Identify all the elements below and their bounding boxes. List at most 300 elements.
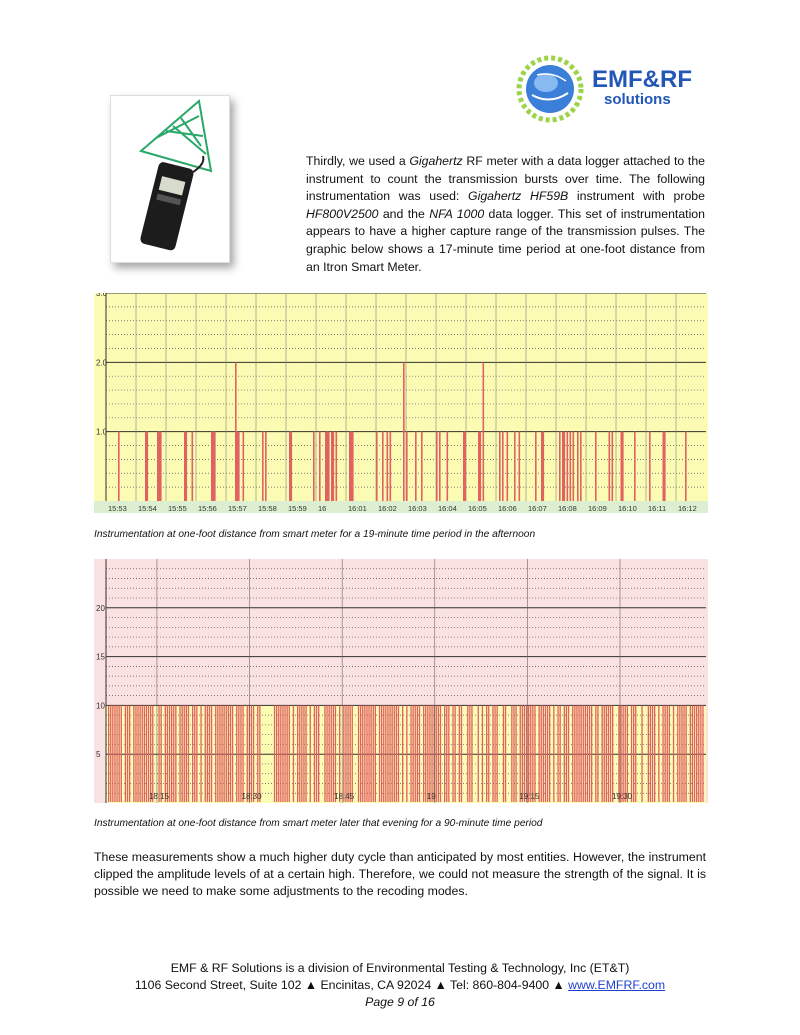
pulse-bar bbox=[303, 705, 304, 802]
pulse-bar bbox=[589, 705, 590, 802]
pulse-bar bbox=[461, 705, 462, 802]
pulse-bar bbox=[505, 705, 506, 802]
x-tick-label: 16:03 bbox=[408, 504, 427, 513]
pulse-bar bbox=[230, 705, 231, 802]
pulse-bar bbox=[627, 705, 628, 802]
y-tick-label: 1.0 bbox=[96, 427, 108, 437]
pulse-bar bbox=[319, 432, 321, 501]
pulse-bar bbox=[335, 705, 336, 802]
pulse-bar bbox=[368, 705, 369, 802]
pulse-bar bbox=[403, 362, 405, 501]
pulse-bar bbox=[119, 705, 120, 802]
x-tick-label: 18:15 bbox=[148, 792, 169, 801]
pulse-bar bbox=[352, 432, 354, 501]
pulse-bar bbox=[333, 705, 334, 802]
pulse-bar bbox=[387, 432, 389, 501]
x-tick-label: 19:15 bbox=[519, 792, 540, 801]
pulse-bar bbox=[158, 705, 159, 802]
pulse-bar bbox=[522, 705, 523, 802]
pulse-bar bbox=[240, 705, 241, 802]
pulse-bar bbox=[375, 705, 376, 802]
pulse-bar bbox=[169, 705, 170, 802]
pulse-bar bbox=[228, 705, 229, 802]
pulse-bar bbox=[669, 705, 670, 802]
pulse-bar bbox=[543, 432, 545, 501]
pulse-bar bbox=[328, 432, 330, 501]
pulse-bar bbox=[318, 705, 319, 802]
pulse-bar bbox=[436, 705, 437, 802]
x-tick-label: 16 bbox=[318, 504, 327, 513]
pulse-bar bbox=[609, 432, 611, 501]
pulse-bar bbox=[383, 705, 384, 802]
pulse-bar bbox=[211, 432, 213, 501]
pulse-bar bbox=[110, 705, 111, 802]
pulse-bar bbox=[679, 705, 680, 802]
pulse-bar bbox=[431, 705, 432, 802]
pulse-bar bbox=[314, 705, 315, 802]
x-tick-label: 16:12 bbox=[678, 504, 697, 513]
pulse-bar bbox=[559, 432, 561, 501]
pulse-bar bbox=[108, 705, 109, 802]
y-tick-label: 15 bbox=[96, 652, 105, 662]
pulse-bar bbox=[648, 705, 649, 802]
pulse-bar bbox=[634, 432, 636, 501]
x-tick-label: 16:05 bbox=[468, 504, 487, 513]
pulse-bar bbox=[392, 705, 393, 802]
pulse-bar bbox=[597, 705, 598, 802]
pulse-bar bbox=[121, 705, 122, 802]
pulse-bar bbox=[305, 705, 306, 802]
pulse-bar bbox=[455, 705, 456, 802]
pulse-bar bbox=[192, 705, 193, 802]
pulse-bar bbox=[448, 705, 449, 802]
pulse-bar bbox=[402, 705, 403, 802]
pulse-bar bbox=[211, 705, 212, 802]
pulse-bar bbox=[513, 705, 514, 802]
instrument-name: Gigahertz HF59B bbox=[468, 189, 569, 204]
pulse-bar bbox=[478, 705, 479, 802]
pulse-bar bbox=[243, 432, 245, 501]
pulse-bar bbox=[564, 705, 565, 802]
pulse-bar bbox=[259, 705, 260, 802]
pulse-bar bbox=[427, 705, 428, 802]
pulse-bar bbox=[459, 705, 460, 802]
pulse-bar bbox=[186, 705, 187, 802]
pulse-bar bbox=[532, 705, 533, 802]
pulse-bar bbox=[421, 432, 423, 501]
pulse-bar bbox=[410, 705, 411, 802]
pulse-bar bbox=[262, 432, 264, 501]
pulse-bar bbox=[301, 705, 302, 802]
pulse-bar bbox=[553, 705, 554, 802]
pulse-bar bbox=[541, 432, 543, 501]
pulse-bar bbox=[622, 432, 624, 501]
pulse-bar bbox=[425, 705, 426, 802]
pulse-bar bbox=[276, 705, 277, 802]
pulse-bar bbox=[333, 432, 335, 501]
pulse-bar bbox=[568, 705, 569, 802]
pulse-bar bbox=[129, 705, 130, 802]
footer-address: 1106 Second Street, Suite 102 ▲ Encinitas, CA 92024 ▲ Tel: 860-804-9400 ▲ www.EMFRF.com bbox=[134, 978, 666, 992]
pulse-bar bbox=[207, 705, 208, 802]
pulse-bar bbox=[140, 705, 141, 802]
chart-evening bbox=[94, 559, 708, 803]
pulse-bar bbox=[373, 705, 374, 802]
pulse-bar bbox=[188, 705, 189, 802]
pulse-bar bbox=[159, 432, 161, 501]
x-tick-label: 16:02 bbox=[378, 504, 397, 513]
pulse-bar bbox=[519, 432, 521, 501]
x-tick-label: 16:11 bbox=[648, 504, 667, 513]
pulse-bar bbox=[297, 705, 298, 802]
pulse-bar bbox=[650, 705, 651, 802]
pulse-bar bbox=[520, 705, 521, 802]
pulse-bar bbox=[696, 705, 697, 802]
pulse-bar bbox=[578, 705, 579, 802]
pulse-bar bbox=[566, 705, 567, 802]
pulse-bar bbox=[165, 705, 166, 802]
pulse-bar bbox=[483, 362, 485, 501]
pulse-bar bbox=[572, 705, 573, 802]
pulse-bar bbox=[148, 705, 149, 802]
pulse-bar bbox=[478, 432, 480, 501]
x-tick-label: 18:45 bbox=[334, 792, 355, 801]
pulse-bar bbox=[543, 705, 544, 802]
pulse-bar bbox=[654, 705, 655, 802]
pulse-bar bbox=[581, 705, 582, 802]
pulse-bar bbox=[358, 705, 359, 802]
pulse-bar bbox=[219, 705, 220, 802]
pulse-bar bbox=[685, 432, 687, 501]
pulse-bar bbox=[343, 705, 344, 802]
pulse-bar bbox=[398, 705, 399, 802]
pulse-bar bbox=[205, 705, 206, 802]
logger-name: NFA 1000 bbox=[429, 206, 485, 221]
pulse-bar bbox=[287, 705, 288, 802]
pulse-bar bbox=[467, 705, 468, 802]
pulse-bar bbox=[242, 705, 243, 802]
pulse-bar bbox=[282, 705, 283, 802]
pulse-bar bbox=[574, 705, 575, 802]
pulse-bar bbox=[406, 705, 407, 802]
x-tick-label: 16:04 bbox=[438, 504, 457, 513]
pulse-bar bbox=[200, 705, 201, 802]
pulse-bar bbox=[486, 705, 487, 802]
pulse-bar bbox=[224, 705, 225, 802]
pulse-bar bbox=[635, 705, 636, 802]
chart-afternoon bbox=[94, 293, 708, 513]
pulse-bar bbox=[583, 705, 584, 802]
pulse-bar bbox=[389, 705, 390, 802]
pulse-bar bbox=[444, 705, 445, 802]
pulse-bar bbox=[366, 705, 367, 802]
probe-name: HF800V2500 bbox=[306, 206, 379, 221]
pulse-bar bbox=[447, 432, 449, 501]
pulse-bar bbox=[376, 432, 378, 501]
pulse-bar bbox=[274, 705, 275, 802]
pulse-bar bbox=[251, 705, 252, 802]
pulse-bar bbox=[237, 432, 239, 501]
pulse-bar bbox=[213, 432, 215, 501]
pulse-bar bbox=[595, 432, 597, 501]
x-tick-label: 16:09 bbox=[588, 504, 607, 513]
pulse-bar bbox=[667, 705, 668, 802]
pulse-bar bbox=[585, 705, 586, 802]
x-tick-label: 15:55 bbox=[168, 504, 187, 513]
pulse-bar bbox=[194, 705, 195, 802]
pulse-bar bbox=[336, 432, 338, 501]
pulse-bar bbox=[326, 705, 327, 802]
pulse-bar bbox=[591, 705, 592, 802]
x-tick-label: 19:30 bbox=[612, 792, 633, 801]
pulse-bar bbox=[147, 432, 149, 501]
pulse-bar bbox=[560, 705, 561, 802]
pulse-bar bbox=[415, 705, 416, 802]
pulse-bar bbox=[186, 432, 188, 501]
pulse-bar bbox=[511, 705, 512, 802]
pulse-bar bbox=[114, 705, 115, 802]
pulse-bar bbox=[499, 432, 501, 501]
pulse-bar bbox=[618, 705, 619, 802]
pulse-bar bbox=[686, 705, 687, 802]
x-tick-label: 16:07 bbox=[528, 504, 547, 513]
pulse-bar bbox=[694, 705, 695, 802]
pulse-bar bbox=[291, 432, 293, 501]
x-tick-label: 16:06 bbox=[498, 504, 517, 513]
pulse-bar bbox=[436, 432, 438, 501]
pulse-bar bbox=[325, 432, 327, 501]
pulse-bar bbox=[623, 705, 624, 802]
pulse-bar bbox=[413, 705, 414, 802]
pulse-bar bbox=[438, 705, 439, 802]
pulse-bar bbox=[133, 705, 134, 802]
pulse-bar bbox=[327, 432, 329, 501]
pulse-bar bbox=[514, 432, 516, 501]
pulse-bar bbox=[396, 705, 397, 802]
pulse-bar bbox=[349, 432, 351, 501]
pulse-bar bbox=[167, 705, 168, 802]
pulse-bar bbox=[362, 705, 363, 802]
pulse-bar bbox=[649, 432, 651, 501]
logo-subtitle: solutions bbox=[604, 91, 671, 108]
pulse-bar bbox=[387, 705, 388, 802]
pulse-bar bbox=[184, 705, 185, 802]
pulse-bar bbox=[564, 432, 566, 501]
x-tick-label: 15:58 bbox=[258, 504, 277, 513]
pulse-bar bbox=[502, 432, 504, 501]
pulse-bar bbox=[350, 705, 351, 802]
pulse-bar bbox=[604, 705, 605, 802]
pulse-bar bbox=[665, 705, 666, 802]
pulse-bar bbox=[698, 705, 699, 802]
page-number: Page 9 of 16 bbox=[365, 995, 435, 1009]
pulse-bar bbox=[557, 705, 558, 802]
pulse-bar bbox=[209, 705, 210, 802]
pulse-bar bbox=[602, 705, 603, 802]
pulse-bar bbox=[280, 705, 281, 802]
pulse-bar bbox=[415, 432, 417, 501]
instrument-photo bbox=[110, 95, 230, 263]
pulse-bar bbox=[265, 432, 267, 501]
pulse-bar bbox=[137, 705, 138, 802]
pulse-bar bbox=[118, 432, 120, 501]
x-tick-label: 15:59 bbox=[288, 504, 307, 513]
pulse-bar bbox=[570, 432, 572, 501]
brand-name: Gigahertz bbox=[409, 154, 463, 168]
pulse-bar bbox=[215, 705, 216, 802]
pulse-bar bbox=[463, 432, 465, 501]
pulse-bar bbox=[146, 705, 147, 802]
x-tick-label: 15:53 bbox=[108, 504, 127, 513]
pulse-bar bbox=[352, 705, 353, 802]
pulse-bar bbox=[284, 705, 285, 802]
pulse-bar bbox=[247, 705, 248, 802]
pulse-bar bbox=[528, 705, 529, 802]
footer-company: EMF & RF Solutions is a division of Environmental Testing & Technology, Inc (ET&T) bbox=[170, 961, 630, 975]
pulse-bar bbox=[488, 705, 489, 802]
company-logo bbox=[512, 55, 712, 125]
pulse-bar bbox=[446, 705, 447, 802]
pulse-bar bbox=[253, 705, 254, 802]
pulse-bar bbox=[625, 705, 626, 802]
y-tick-label: 10 bbox=[96, 701, 105, 711]
pulse-bar bbox=[539, 705, 540, 802]
pulse-bar bbox=[339, 705, 340, 802]
pulse-bar bbox=[452, 705, 453, 802]
pulse-bar bbox=[331, 705, 332, 802]
website-link[interactable]: www.EMFRF.com bbox=[568, 978, 666, 992]
globe-icon bbox=[519, 58, 581, 120]
pulse-bar bbox=[150, 705, 151, 802]
pulse-bar bbox=[577, 432, 579, 501]
pulse-bar bbox=[610, 705, 611, 802]
pulse-bar bbox=[394, 705, 395, 802]
pulse-bar bbox=[235, 362, 237, 501]
pulse-bar bbox=[257, 705, 258, 802]
x-tick-label: 15:57 bbox=[228, 504, 247, 513]
pulse-bar bbox=[633, 705, 634, 802]
pulse-bar bbox=[482, 705, 483, 802]
pulse-bar bbox=[492, 705, 493, 802]
pulse-bar bbox=[621, 432, 623, 501]
pulse-bar bbox=[541, 705, 542, 802]
pulse-bar bbox=[184, 432, 186, 501]
pulse-bar bbox=[310, 705, 311, 802]
pulse-bar bbox=[316, 705, 317, 802]
y-tick-label: 2.0 bbox=[96, 358, 108, 368]
x-tick-label: 16:08 bbox=[558, 504, 577, 513]
pulse-bar bbox=[236, 705, 237, 802]
pulse-bar bbox=[419, 705, 420, 802]
pulse-bar bbox=[313, 432, 315, 501]
pulse-bar bbox=[663, 432, 665, 501]
y-tick-label: 20 bbox=[96, 603, 105, 613]
pulse-bar bbox=[608, 705, 609, 802]
pulse-bar bbox=[142, 705, 143, 802]
pulse-bar bbox=[289, 705, 290, 802]
x-tick-label: 19 bbox=[426, 792, 436, 801]
pulse-bar bbox=[677, 705, 678, 802]
x-tick-label: 16:10 bbox=[618, 504, 637, 513]
pulse-bar bbox=[161, 705, 162, 802]
pulse-bar bbox=[182, 705, 183, 802]
pulse-bar bbox=[221, 705, 222, 802]
pulse-bar bbox=[576, 705, 577, 802]
pulse-bar bbox=[662, 705, 663, 802]
pulse-bar bbox=[324, 705, 325, 802]
pulse-bar bbox=[214, 432, 216, 501]
pulse-bar bbox=[347, 705, 348, 802]
pulse-bar bbox=[530, 705, 531, 802]
pulse-bar bbox=[390, 432, 392, 501]
pulse-bar bbox=[360, 705, 361, 802]
pulse-bar bbox=[379, 705, 380, 802]
pulse-bar bbox=[196, 705, 197, 802]
pulse-bar bbox=[612, 705, 613, 802]
pulse-bar bbox=[173, 705, 174, 802]
pulse-bar bbox=[573, 432, 575, 501]
pulse-bar bbox=[238, 705, 239, 802]
pulse-bar bbox=[440, 705, 441, 802]
pulse-bar bbox=[631, 705, 632, 802]
pulse-bar bbox=[179, 705, 180, 802]
pulse-bar bbox=[406, 432, 408, 501]
intro-paragraph: Thirdly, we used a Gigahertz RF meter with a data logger attached to the instrument to count the transmission bursts over time. The following instrumentation was used: Gigahertz HF59B instrument with probe HF800V2500 and the NFA 1000 data logger. This set of instrumentation appears to have a higher capture range of the transmission pulses. The graphic below shows a 17-minute time period at one-foot distance from an Itron Smart Meter. bbox=[306, 154, 705, 274]
pulse-bar bbox=[652, 705, 653, 802]
pulse-bar bbox=[293, 705, 294, 802]
pulse-bar bbox=[612, 432, 614, 501]
pulse-bar bbox=[700, 705, 701, 802]
pulse-bar bbox=[524, 705, 525, 802]
pulse-bar bbox=[226, 705, 227, 802]
x-tick-label: 15:56 bbox=[198, 504, 217, 513]
pulse-bar bbox=[673, 705, 674, 802]
pulse-bar bbox=[664, 432, 666, 501]
pulse-bar bbox=[289, 432, 291, 501]
pulse-bar bbox=[465, 432, 467, 501]
pulse-bar bbox=[534, 705, 535, 802]
pulse-bar bbox=[364, 705, 365, 802]
pulse-bar bbox=[515, 705, 516, 802]
pulse-bar bbox=[497, 705, 498, 802]
pulse-bar bbox=[620, 705, 621, 802]
pulse-bar bbox=[567, 432, 569, 501]
pulse-bar bbox=[692, 705, 693, 802]
pulse-bar bbox=[545, 705, 546, 802]
x-tick-label: 16:01 bbox=[348, 504, 367, 513]
pulse-bar bbox=[595, 705, 596, 802]
pulse-bar bbox=[439, 432, 441, 501]
pulse-bar bbox=[192, 432, 194, 501]
pulse-bar bbox=[232, 705, 233, 802]
pulse-bar bbox=[381, 705, 382, 802]
pulse-bar bbox=[606, 705, 607, 802]
y-tick-label: 3.0 bbox=[96, 293, 108, 298]
pulse-bar bbox=[382, 432, 384, 501]
caption-afternoon: Instrumentation at one-foot distance from smart meter for a 19-minute time period in the afternoon bbox=[94, 529, 536, 540]
pulse-bar bbox=[690, 705, 691, 802]
pulse-bar bbox=[471, 705, 472, 802]
pulse-bar bbox=[580, 432, 582, 501]
pulse-bar bbox=[417, 705, 418, 802]
pulse-bar bbox=[469, 705, 470, 802]
pulse-bar bbox=[127, 705, 128, 802]
pulse-bar bbox=[278, 705, 279, 802]
pulse-bar bbox=[171, 705, 172, 802]
pulse-bar bbox=[144, 705, 145, 802]
caption-evening: Instrumentation at one-foot distance from smart meter later that evening for a 90-minute time period bbox=[94, 818, 543, 829]
x-tick-label: 15:54 bbox=[138, 504, 157, 513]
